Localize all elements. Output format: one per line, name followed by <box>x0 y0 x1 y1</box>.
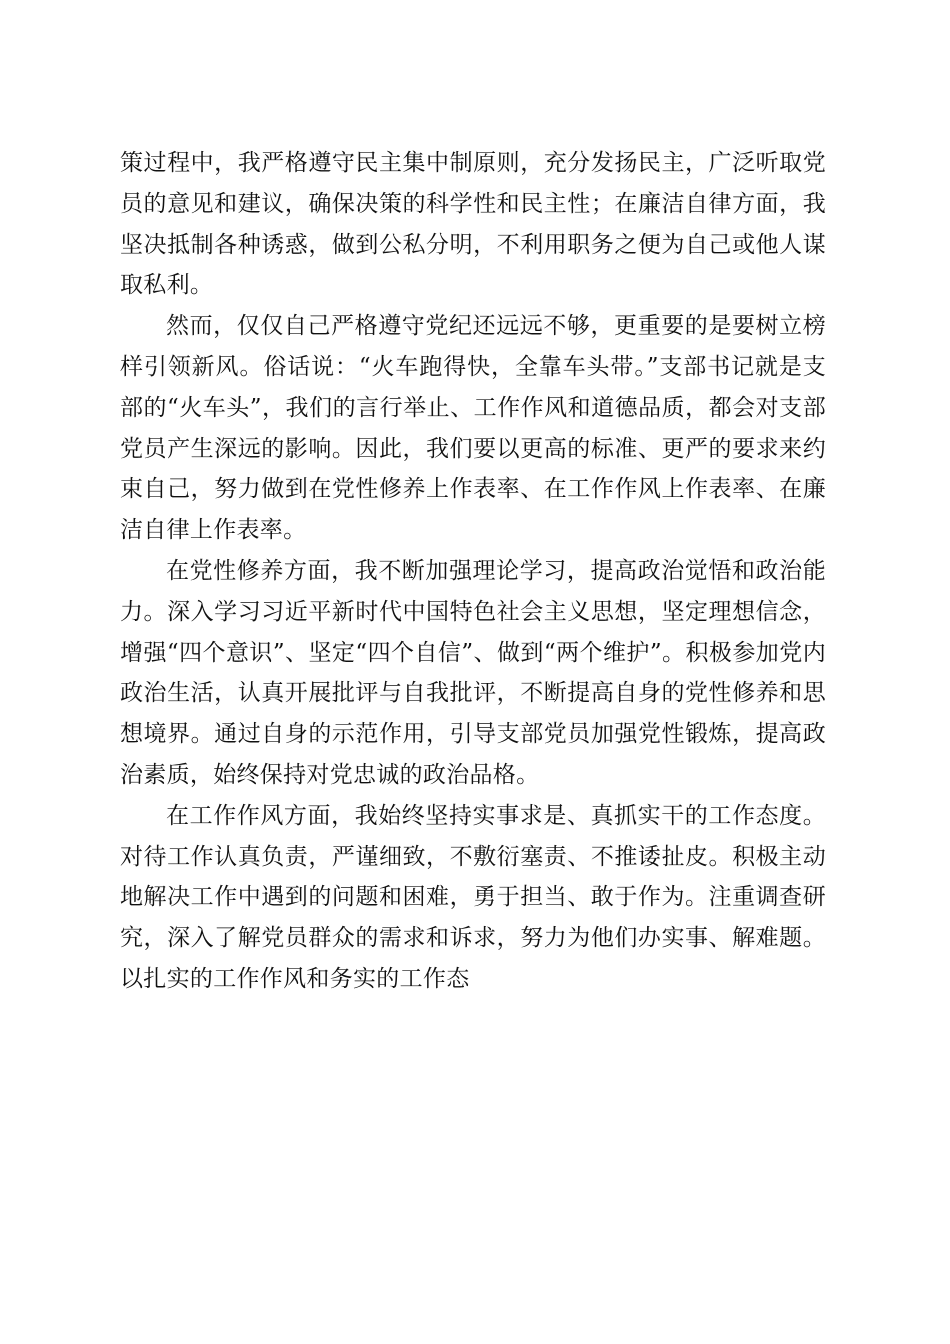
document-body <box>120 143 826 1000</box>
paragraph-3: 在党性修养方面，我不断加强理论学习，提高政治觉悟和政治能力。深入学习习近平新时代中国特色社会主义思想，坚定理想信念，增强“四个意识”、坚定“四个自信”、做到“两个维护”。积极参加党内政治生活，认真开展批评与自我批评，不断提高自身的党性修养和思想境界。通过自身的示范作用，引导支部党员加强党性锻炼，提高政治素质，始终保持对党忠诚的政治品格。 <box>120 557 826 788</box>
paragraph-4: 在工作作风方面，我始终坚持实事求是、真抓实干的工作态度。对待工作认真负责，严谨细致，不敷衍塞责、不推诿扯皮。积极主动地解决工作中遇到的问题和困难，勇于担当、敢于作为。注重调查研究，深入了解党员群众的需求和诉求，努力为他们办实事、解难题。以扎实的工作作风和务实的工作态 <box>120 802 826 992</box>
paragraph-1: 策过程中，我严格遵守民主集中制原则，充分发扬民主，广泛听取党员的意见和建议，确保决策的科学性和民主性；在廉洁自律方面，我坚决抵制各种诱惑，做到公私分明，不利用职务之便为自己或他人谋取私利。 <box>120 150 826 299</box>
paragraph-2: 然而，仅仅自己严格遵守党纪还远远不够，更重要的是要树立榜样引领新风。俗话说：“火车跑得快，全靠车头带。”支部书记就是支部的“火车头”，我们的言行举止、工作作风和道德品质，都会对支部党员产生深远的影响。因此，我们要以更高的标准、更严的要求来约束自己，努力做到在党性修养上作表率、在工作作风上作表率、在廉洁自律上作表率。 <box>120 313 826 544</box>
